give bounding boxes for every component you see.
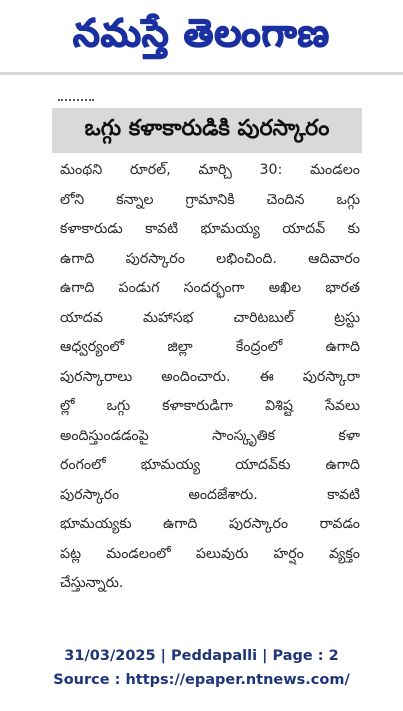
article-line: ఉగాది పండుగ సందర్భంగా అఖిల భారత [60,280,360,296]
article-line: పురస్కారం అందజేశారు. కావటి [60,486,360,503]
newspaper-masthead: నమస్తే తెలంగాణ [73,11,330,55]
headline-banner [52,108,362,153]
article-line: ఉగాది పురస్కారం లభించింది. ఆదివారం [60,250,360,267]
publication-info: 31/03/2025 | Peddapalli | Page : 2 [64,648,339,664]
masthead-divider [0,72,403,75]
article-line: మంథని రూరల్, మార్చి 30: మండలం [60,162,360,178]
article-line: చేస్తున్నారు. [60,575,124,591]
article-line: పురస్కారాలు అందించారు. ఈ పురస్కారా [60,368,360,385]
article-line: లోని కన్నాల గ్రామానికి చెందిన ఒగ్గు [60,191,360,208]
article-line: ల్లో ఒగ్గు కళాకారుడిగా విశిష్ట సేవలు [60,398,360,414]
article-line: కళాకారుడు కావటి భూమయ్య యాదవ్ కు [60,221,360,237]
clipping-edge-marks [58,99,94,104]
article-line: యాదవ మహాసభ చారిటబుల్ ట్రస్టు [60,309,360,326]
article-line: భూమయ్యకు ఉగాది పురస్కారం రావడం [60,516,360,532]
article-line: ఆధ్వర్యంలో జిల్లా కేంద్రంలో ఉగాది [60,339,360,355]
article-body [60,156,360,591]
article-line: పట్ల మండలంలో పలువురు హర్షం వ్యక్తం [60,545,360,562]
source-link[interactable]: Source : https://epaper.ntnews.com/ [53,672,350,688]
article-line: రంగంలో భూమయ్య యాదవ్‌కు ఉగాది [60,457,360,473]
article-line: అందిస్తుండడంపై సాంస్కృతిక కళా [60,427,360,444]
article-headline: ఒగ్గు కళాకారుడికి పురస్కారం [84,115,330,141]
